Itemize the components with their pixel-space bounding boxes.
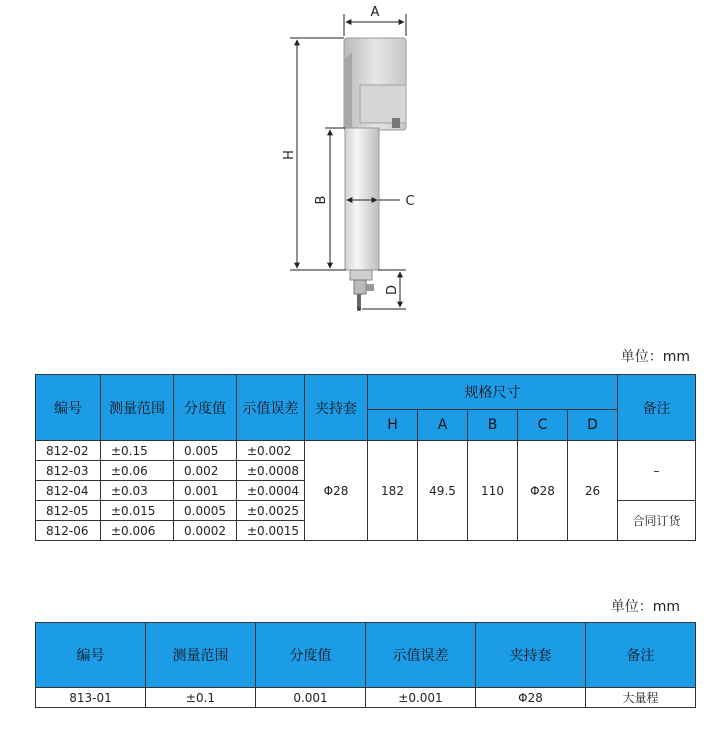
cell-remark: 大量程 — [586, 688, 696, 708]
header-code: 编号 — [36, 623, 146, 688]
cell-spec-a: 49.5 — [418, 441, 468, 541]
dimension-d-label: D — [385, 284, 400, 296]
cell-code: 812-05 — [36, 501, 101, 521]
cell-spec-b: 110 — [468, 441, 518, 541]
dimension-a-label: A — [370, 5, 380, 20]
header-resolution: 分度值 — [174, 375, 237, 441]
cell-resolution: 0.001 — [256, 688, 366, 708]
cell-resolution: 0.005 — [174, 441, 237, 461]
header-holder: 夹持套 — [305, 375, 368, 441]
header-resolution: 分度值 — [256, 623, 366, 688]
spec-table-813 — [35, 622, 696, 708]
header-error: 示值误差 — [366, 623, 476, 688]
cell-resolution: 0.002 — [174, 461, 237, 481]
indicator-drawing — [0, 0, 725, 335]
cell-code: 812-02 — [36, 441, 101, 461]
spec-table-812 — [35, 374, 696, 541]
header-range: 测量范围 — [101, 375, 174, 441]
cell-error: ±0.0015 — [237, 521, 305, 541]
cell-error: ±0.002 — [237, 441, 305, 461]
dimension-c-label: C — [405, 194, 415, 209]
cell-range: ±0.1 — [146, 688, 256, 708]
cell-spec-d: 26 — [568, 441, 618, 541]
dimension-a — [344, 5, 406, 36]
header-remark: 备注 — [618, 375, 696, 441]
cell-resolution: 0.001 — [174, 481, 237, 501]
cell-holder: Φ28 — [476, 688, 586, 708]
dimension-h — [282, 38, 346, 270]
cell-spec-h: 182 — [368, 441, 418, 541]
cell-code: 812-04 — [36, 481, 101, 501]
header-spec-group: 规格尺寸 — [368, 375, 618, 410]
indicator-probe — [350, 270, 374, 311]
table-row — [36, 688, 696, 708]
cell-code: 812-03 — [36, 461, 101, 481]
cell-spec-c: Φ28 — [518, 441, 568, 541]
header-spec-b: B — [468, 410, 518, 441]
cell-code: 813-01 — [36, 688, 146, 708]
dimension-h-label: H — [282, 150, 297, 160]
cell-range: ±0.03 — [101, 481, 174, 501]
table-row — [36, 441, 696, 461]
dimension-b — [314, 128, 345, 268]
cell-range: ±0.015 — [101, 501, 174, 521]
cell-code: 812-06 — [36, 521, 101, 541]
cell-range: ±0.006 — [101, 521, 174, 541]
cell-holder: Φ28 — [305, 441, 368, 541]
header-code: 编号 — [36, 375, 101, 441]
header-remark: 备注 — [586, 623, 696, 688]
cell-resolution: 0.0002 — [174, 521, 237, 541]
table2-unit: 单位：mm — [610, 599, 680, 615]
header-error: 示值误差 — [237, 375, 305, 441]
cell-remark-top: – — [618, 441, 696, 501]
indicator-head — [344, 38, 406, 130]
cell-resolution: 0.0005 — [174, 501, 237, 521]
table1-unit: 单位：mm — [620, 349, 690, 365]
cell-error: ±0.0008 — [237, 461, 305, 481]
indicator-stem — [345, 128, 379, 270]
header-holder: 夹持套 — [476, 623, 586, 688]
header-spec-a: A — [418, 410, 468, 441]
header-range: 测量范围 — [146, 623, 256, 688]
cell-range: ±0.06 — [101, 461, 174, 481]
cell-error: ±0.001 — [366, 688, 476, 708]
cell-error: ±0.0004 — [237, 481, 305, 501]
header-spec-c: C — [518, 410, 568, 441]
header-spec-h: H — [368, 410, 418, 441]
header-spec-d: D — [568, 410, 618, 441]
cell-remark-bottom: 合同订货 — [618, 501, 696, 541]
cell-range: ±0.15 — [101, 441, 174, 461]
cell-error: ±0.0025 — [237, 501, 305, 521]
dimension-b-label: B — [314, 195, 329, 205]
